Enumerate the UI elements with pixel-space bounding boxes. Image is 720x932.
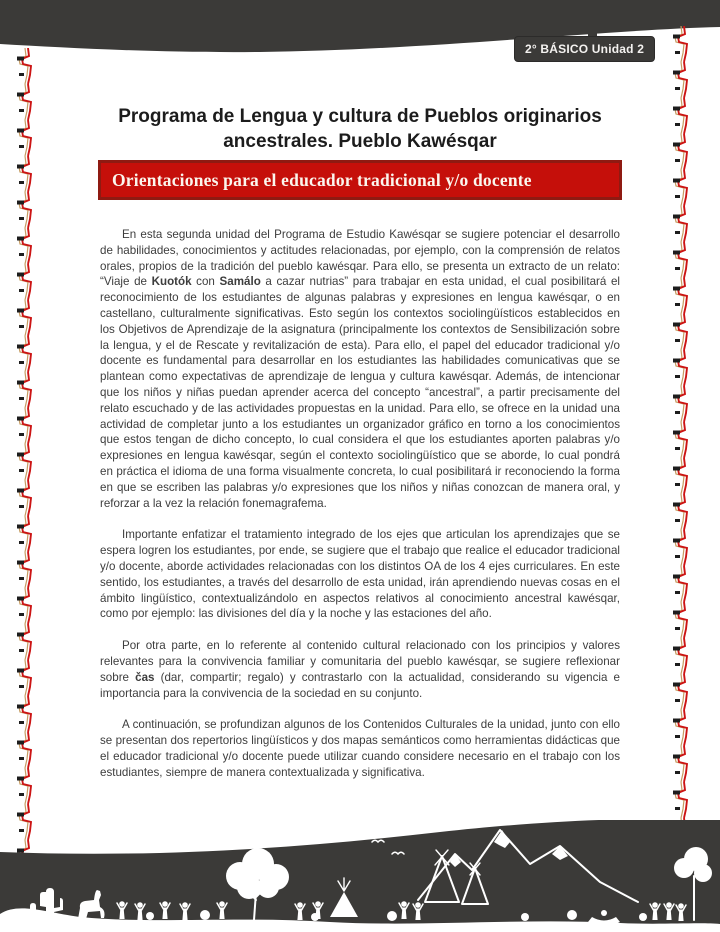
- paragraph: En esta segunda unidad del Programa de Estudio Kawésqar se sugiere potenciar el desarrollo de habilidades, conocimientos y actitudes relacionadas, por ejemplo, con la comprensión de relatos orales, propios de la tradición del pueblo kawésqar. Para ello, se presenta un extracto de un relato: “Viaje de Kuotók con Samálo a cazar nutrias” para trabajar en esta unidad, el cual posibilitará el reconocimiento de los estudiantes de algunas palabras y expresiones en lengua kawésqar, o en castellano, culturalmente significativas. Esto según los contextos sociolingüísticos establecidos en los Objetivos de Aprendizaje de la asignatura (principalmente los contextos de Sensibilización sobre la lengua, y el de Rescate y revitalización de esta). Para ello, el papel del educador tradicional y/o docente es fundamental para desarrollar en los estudiantes las habilidades comunicativas que se plantean como expectativas de aprendizaje de lengua y cultura kawésqar. Además, de intencionar que los niños y niñas puedan aprender acerca del concepto “ancestral”, a partir precisamente del relato escuchado y de las actividades propuestas en la unidad. Para ello, se ofrece en la unidad una actividad de completar junto a los estudiantes un organizador gráfico en torno a los conocimientos que estos tengan de dicho concepto, lo cual considera el que los estudiantes aporten palabras y/o expresiones en lengua kawésqar, según el contexto sociolingüístico que se aborde, lo cual pondrá en práctica el idioma de una forma visualmente concreta, lo cual posibilitará ir reconociendo la forma en que se escriben las palabras y/o expresiones que los niños y niñas conozcan de manera oral, y reforzar a la vez la relación fonemagrafema.: [100, 228, 620, 510]
- unit-badge: 2° BÁSICO Unidad 2: [514, 36, 655, 62]
- footer-silhouette-illustration: [0, 820, 720, 932]
- paragraph: Importante enfatizar el tratamiento integrado de los ejes que articulan los aprendizajes que se espera logren los estudiantes, por ende, se sugiere que el trabajo que realice el educador tradicional y/o docente, aborde actividades relacionadas con los distintos OA de los 4 ejes curriculares. En este sentido, los estudiantes, a través del desarrollo de esta unidad, irán aprendiendo nuevas cosas en el ámbito lingüístico, contextualizándolo en aspectos relativos al conocimiento ancestral kawésqar, como por ejemplo: las divisiones del día y la noche y las estaciones del año.: [100, 528, 620, 621]
- section-banner: [98, 160, 622, 200]
- page-title: Programa de Lengua y cultura de Pueblos originarios ancestrales. Pueblo Kawésqar: [118, 106, 602, 153]
- paragraph: Por otra parte, en lo referente al contenido cultural relacionado con los principios y valores relevantes para la convivencia familiar y comunitaria del pueblo kawésqar, se sugiere reflexionar sobre čas (dar, compartir; regalo) y contrastarlo con la actualidad, considerando su vigencia e importancia para la convivencia de la sociedad en su conjunto.: [100, 639, 620, 700]
- paragraph: A continuación, se profundizan algunos de los Contenidos Culturales de la unidad, junto con ello se presentan dos repertorios lingüísticos y dos mapas semánticos como herramientas didácticas que el educador tradicional y/o docente puede utilizar cuando considere necesario en el trabajo con los estudiantes, siempre de manera contextualizada y significativa.: [100, 718, 620, 779]
- section-banner-label: Orientaciones para el educador tradicional y/o docente: [112, 169, 532, 190]
- decorative-border-right-icon: [672, 26, 696, 822]
- decorative-border-left-icon: [16, 48, 40, 856]
- body-text: [100, 227, 620, 781]
